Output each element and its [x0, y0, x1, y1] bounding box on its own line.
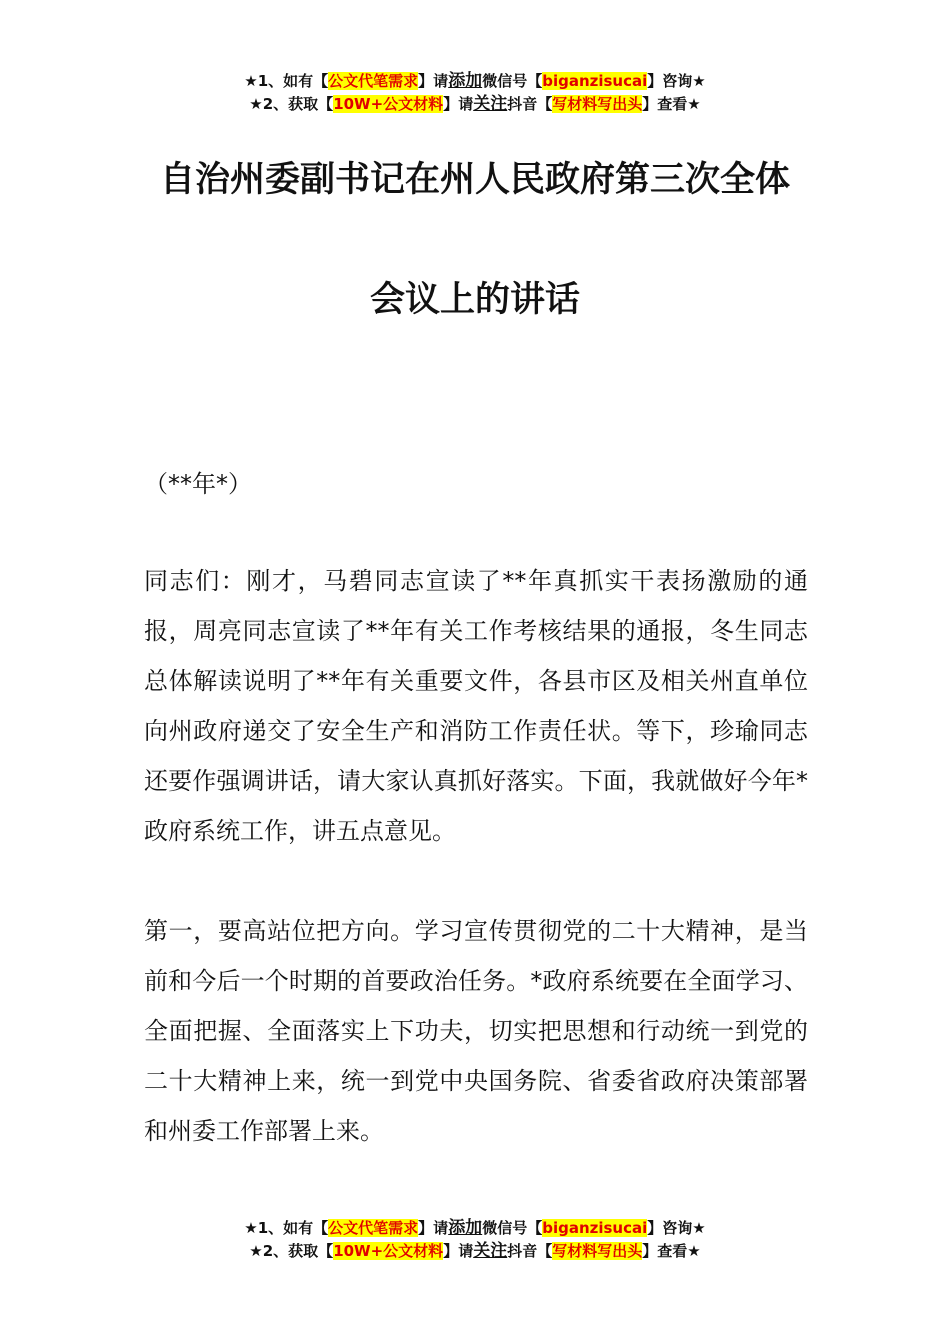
document-date: （**年*）	[144, 470, 252, 498]
paragraph-2: 第一，要高站位把方向。学习宣传贯彻党的二十大精神，是当前和今后一个时期的首要政治任务。*政府系统要在全面学习、全面把握、全面落实上下功夫，切实把思想和行动统一到党的二十大精神上来，统一到党中央国务院、省委省政府决策部署和州委工作部署上来。	[144, 917, 808, 1145]
promo-line-1	[0, 70, 950, 93]
promo-text: ★2、获取【	[249, 95, 334, 113]
promo-highlight: 公文代笔需求	[328, 72, 419, 90]
promo-line-2	[0, 1240, 950, 1263]
promo-emphasis: 关注	[473, 94, 508, 114]
promo-douyin-id: 写材料写出头	[552, 1242, 643, 1260]
promo-banner-bottom	[0, 1217, 950, 1263]
promo-text: 抖音【	[507, 1242, 553, 1260]
promo-text: 抖音【	[507, 95, 553, 113]
promo-text: 】咨询★	[647, 1219, 706, 1237]
promo-emphasis: 添加	[448, 71, 483, 91]
promo-douyin-id: 写材料写出头	[552, 95, 643, 113]
promo-emphasis: 关注	[473, 1241, 508, 1261]
promo-highlight: 10W+公文材料	[333, 95, 444, 113]
promo-emphasis: 添加	[448, 1218, 483, 1238]
promo-text: 】咨询★	[647, 72, 706, 90]
promo-text: 】查看★	[642, 95, 701, 113]
promo-text: 】请	[443, 95, 474, 113]
promo-line-1	[0, 1217, 950, 1240]
promo-wechat-id: biganzisucai	[542, 1219, 648, 1237]
promo-text: 】请	[418, 1219, 449, 1237]
promo-text: ★1、如有【	[244, 1219, 329, 1237]
promo-text: 】请	[443, 1242, 474, 1260]
paragraph-1: 同志们：刚才，马碧同志宣读了**年真抓实干表扬激励的通报，周亮同志宣读了**年有关工作考核结果的通报，冬生同志总体解读说明了**年有关重要文件，各县市区及相关州直单位向州政府递交了安全生产和消防工作责任状。等下，珍瑜同志还要作强调讲话，请大家认真抓好落实。下面，我就做好今年*政府系统工作，讲五点意见。	[144, 567, 808, 845]
promo-text: 微信号【	[482, 1219, 543, 1237]
promo-text: 】请	[418, 72, 449, 90]
document-title-line-2: 会议上的讲话	[369, 280, 580, 320]
promo-text: 】查看★	[642, 1242, 701, 1260]
promo-line-2	[0, 93, 950, 116]
promo-text: 微信号【	[482, 72, 543, 90]
promo-wechat-id: biganzisucai	[542, 72, 648, 90]
document-title-line-1: 自治州委副书记在州人民政府第三次全体	[159, 160, 790, 200]
promo-text: ★2、获取【	[249, 1242, 334, 1260]
promo-text: ★1、如有【	[244, 72, 329, 90]
promo-highlight: 公文代笔需求	[328, 1219, 419, 1237]
promo-highlight: 10W+公文材料	[333, 1242, 444, 1260]
promo-banner-top	[0, 70, 950, 116]
